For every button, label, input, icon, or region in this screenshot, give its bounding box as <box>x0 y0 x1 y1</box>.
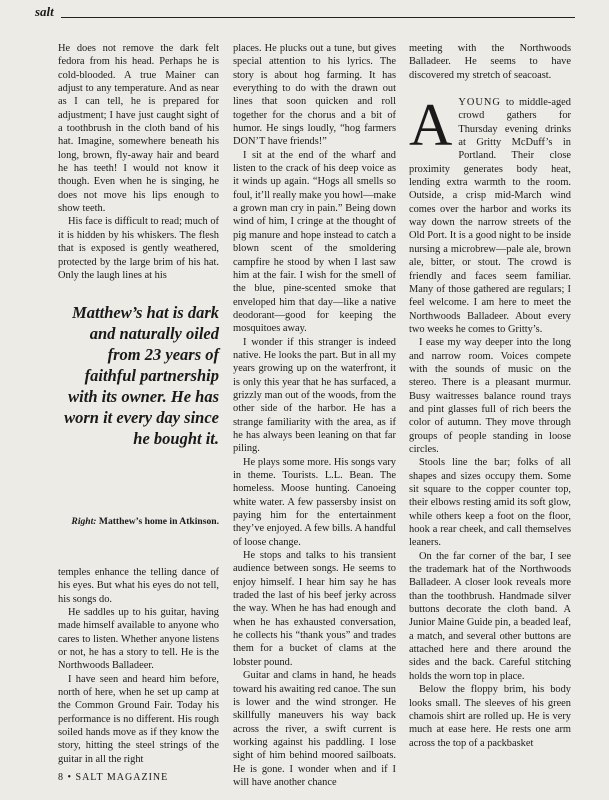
paragraph: He stops and talks to his transient audience between songs. He seems to enjoy himself. I hear him say he has traded the last of his beef jerky across the way. When he has had enough and when he has exhausted conversation, he collects his “thank yous” and trades them for a bucket of clams at the lobster pound. <box>233 550 396 668</box>
column-3 <box>409 42 571 750</box>
pull-quote: Matthew’s hat is dark and naturally oiled from 23 years of faithful partnership with its owner. He has worn it every day since he bought it. <box>64 303 219 448</box>
paragraph: I have seen and heard him before, north of here, when he set up camp at the Common Ground Fair. Today his performance is no different. His rough soiled hands move as if they know the story, hitting the steel strings of the guitar in all the right <box>58 673 219 765</box>
caption-text: Matthew’s home in Atkinson. <box>98 516 219 527</box>
column-1-bottom <box>58 566 219 766</box>
paragraph: I sit at the end of the wharf and listen to the crack of his deep voice as it winds up again. “Hogs all smells so foul, it’ll really make you howl—make a grown man cry in pain.” Being down wind of him, I cringe at the thought of pig manure and hope instead to catch a blown scent of the smoldering campfire he stood by when I last saw him at the fair. I wish for the smell of the blue, pine-scented smoke that enveloped him that day—like a native deodorant—good for keeping the mosquitoes away. <box>233 149 396 335</box>
paragraph: He does not remove the dark felt fedora from his head. Perhaps he is cold-blooded. A true Mainer can adjust to any temperature. And as near as I can tell, he is prepared for adjustment; I have just caught sight of a toothbrush in the cloth band of his hat. Imagine, somewhere beneath his long, brown, fly-away hair and beard he has teeth! I would not know it though. Even when he is singing, he does not move his lips enough to show teeth. <box>58 43 219 215</box>
paragraph: places. He plucks out a tune, but gives special attention to his lyrics. The story is about hog farming. It has everything to do with the drawn out lines that soon quicken and roll together for the chorus and a bit of humor. He sings loudly, “hog farmers DON’T have friends!” <box>233 43 396 148</box>
paragraph: Stools line the bar; folks of all shapes and sizes occupy them. Some sit square to the copper counter top, their elbows resting amid its soft glow, while others keep a foot on the floor, hook a rear cheek, and call themselves leaners. <box>409 457 571 549</box>
paragraph: He saddles up to his guitar, having made himself available to anyone who cares to listen. Whether anyone listens or not, he has a story to tell. He is the Northwoods Balladeer. <box>58 607 219 672</box>
paragraph: meeting with the Northwoods Balladeer. He seems to have discovered my stretch of seacoast. <box>409 43 571 81</box>
lead-caps: YOUNG <box>458 97 501 109</box>
paragraph: His face is difficult to read; much of it is hidden by his whiskers. The flesh that is exposed is gently weathered, protected by the large brim of his hat. Only the laugh lines at his <box>58 216 219 281</box>
paragraph: temples enhance the telling dance of his eyes. But what his eyes do not tell, his songs do. <box>58 567 219 605</box>
page-header <box>35 4 575 22</box>
page-number: 8 <box>58 772 64 783</box>
paragraph: On the far corner of the bar, I see the trademark hat of the Northwoods Balladeer. A closer look reveals more than the toothbrush. Handmade silver buttons decorate the cloth band. A Junior Maine Guide pin, a beaded leaf, a match, and several other buttons are attached here and there around the sides and the back. Careful stitching holds the worn top in place. <box>409 550 571 682</box>
column-2 <box>233 42 396 789</box>
drop-cap: A <box>409 92 453 159</box>
paragraph: Below the floppy brim, his body looks small. The sleeves of his green chamois shirt are rolled up. He is very much at ease here. He rests one arm across the top of a packbasket <box>409 684 571 749</box>
paragraph: He plays some more. His songs vary in theme. Tourists. L.L. Bean. The homeless. Moose hunting. Canoeing white water. A few passersby insist on paying him for the entertainment they’ve enjoyed. A few bills. A handful of loose change. <box>233 456 396 548</box>
lead-paragraph <box>409 92 571 336</box>
paragraph: Guitar and clams in hand, he heads toward his awaiting red canoe. The sun is lower and the wind stronger. He skillfully maneuvers his way back across the river, a swift current is working against his paddling. I lose sight of him behind moored sailboats. He is gone. I wonder when and if I will have another chance <box>233 670 396 788</box>
header-rule <box>61 17 575 18</box>
paragraph: I ease my way deeper into the long and narrow room. Voices compete with the sounds of music on the stereo. There is a pleasant murmur. Busy waitresses balance round trays and pint glasses full of rich beers the color of autumn. They move through groups of people standing in loose circles. <box>409 337 571 455</box>
photo-caption <box>58 516 219 528</box>
publication-name: SALT MAGAZINE <box>75 772 169 783</box>
lead-text: to middle-aged crowd gathers for Thursday evening drinks at Gritty McDuff’s in Portland. Their close proximity generates body heat, lending extra warmth to the room. Outside, a crisp mid-March wind comes over the harbor and works its way down the narrow streets of the Old Port. It is a good night to be inside nursing a microbrew—pale ale, brown ale, bitter, or stout. The crowd is friendly and faces seem familiar. Many of those gathered are regulars; I feel welcome. I am here to meet the Northwoods Balladeer. About every two weeks he comes to Gritty’s. <box>409 97 571 335</box>
caption-label: Right: <box>71 516 97 527</box>
section-label: salt <box>35 4 54 19</box>
page-footer: 8 • SALT MAGAZINE <box>58 772 169 783</box>
paragraph: I wonder if this stranger is indeed native. He looks the part. But in all my years growing up on the waterfront, it is only this year that he has surfaced, a grizzly man out of the woods, from the other side of the harbor. He has a strange familiarity with the area, as if he has always been leaning on that far piling. <box>233 336 396 455</box>
column-1-top <box>58 42 219 282</box>
